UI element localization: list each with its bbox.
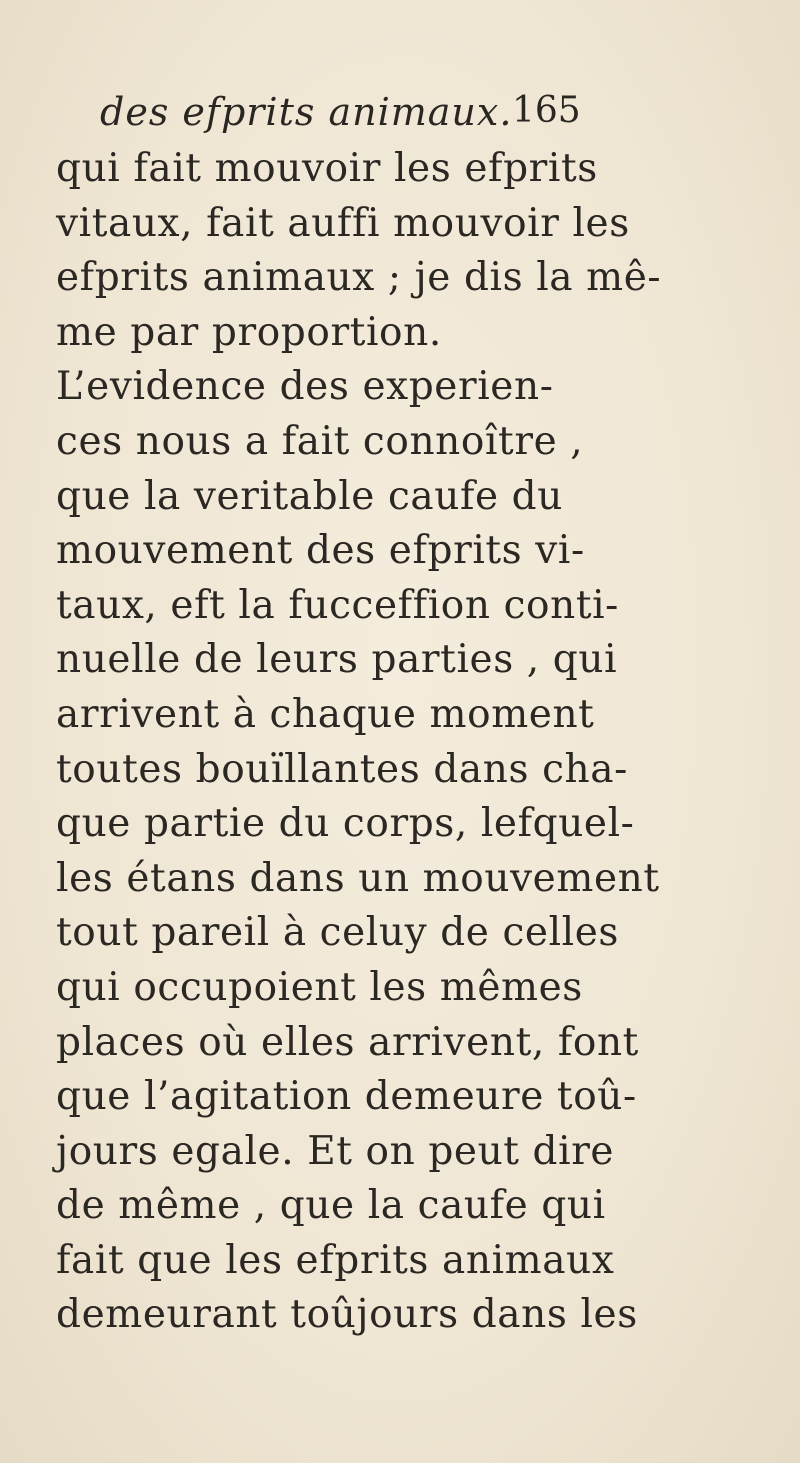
text-line: mouvement des efprits vi- — [56, 528, 585, 574]
text-line: de même , que la caufe qui — [56, 1183, 606, 1229]
running-title: des efprits animaux. — [100, 90, 513, 134]
text-line: ces nous a fait connoître , — [56, 418, 584, 464]
text-line: jours egale. Et on peut dire — [56, 1128, 615, 1174]
text-line: que partie du corps, lefquel- — [56, 801, 635, 847]
text-line: efprits animaux ; je dis la mê- — [56, 255, 662, 301]
body-text — [56, 142, 776, 1343]
text-line: que l’agitation demeure toû- — [56, 1074, 637, 1120]
text-line: toutes bouïllantes dans cha- — [56, 746, 628, 792]
text-line: les étans dans un mouvement — [56, 855, 660, 901]
text-line: me par proportion. — [56, 309, 442, 355]
text-line: arrivent à chaque moment — [56, 691, 595, 737]
page-number: 165 — [512, 90, 581, 131]
text-line: vitaux, fait auffi mouvoir les — [56, 200, 630, 246]
text-line: qui fait mouvoir les efprits — [56, 146, 598, 191]
text-line: demeurant toûjours dans les — [56, 1292, 638, 1338]
page-header — [100, 90, 700, 142]
text-line: taux, eft la fucceffion conti- — [56, 582, 619, 628]
text-line: fait que les efprits animaux — [56, 1237, 615, 1283]
text-line: nuelle de leurs parties , qui — [56, 637, 618, 683]
text-line: tout pareil à celuy de celles — [56, 910, 620, 956]
text-line: qui occupoient les mêmes — [56, 964, 583, 1010]
text-line: places où elles arrivent, font — [56, 1019, 639, 1065]
text-line: que la veritable caufe du — [56, 473, 563, 519]
text-line: L’evidence des experien- — [56, 364, 554, 410]
